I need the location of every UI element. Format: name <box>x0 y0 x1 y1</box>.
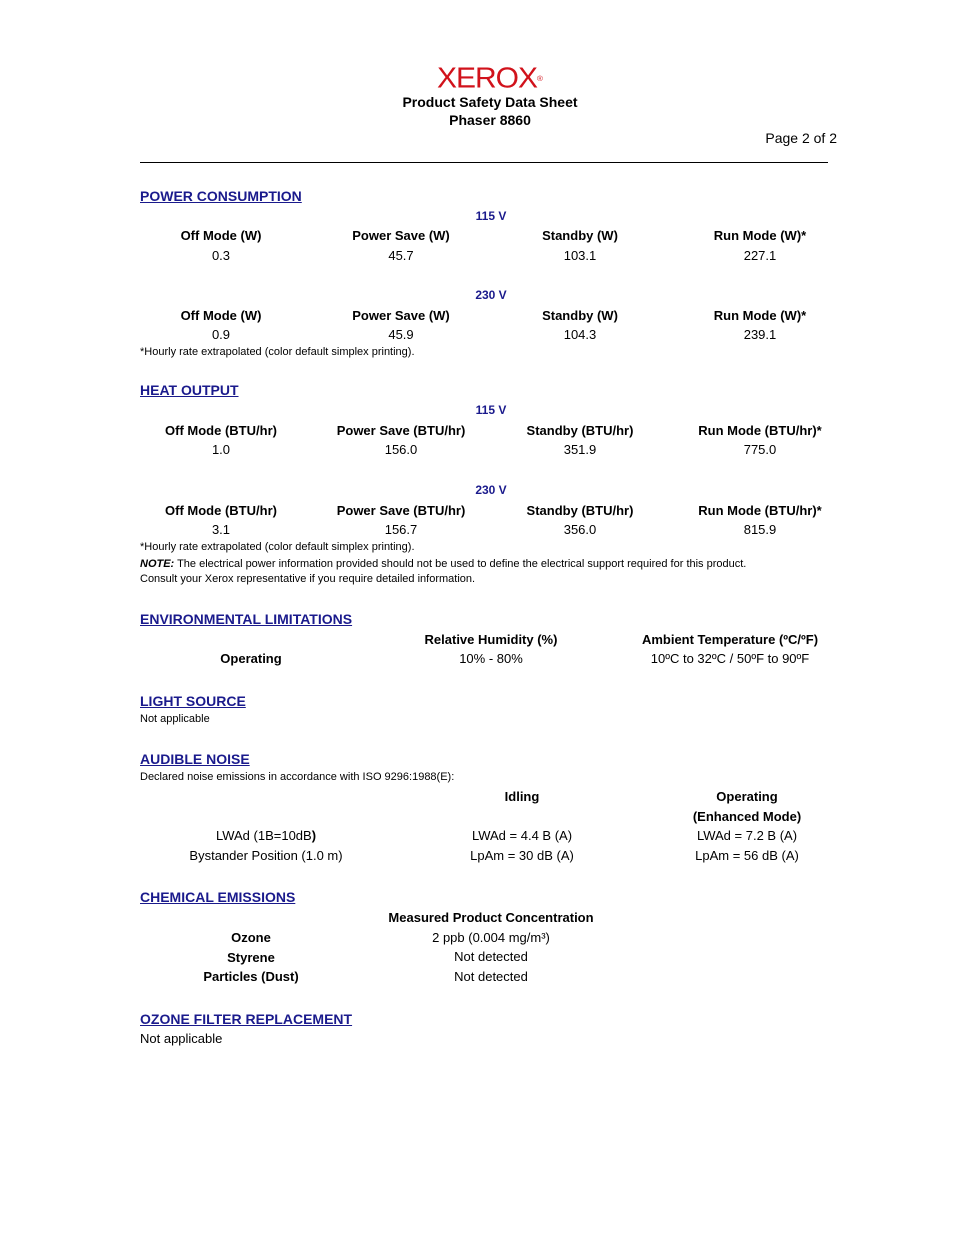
col-header-operating: Operating <box>716 789 778 804</box>
col-header-temperature: Ambient Temperature (ºC/ºF) <box>641 632 819 647</box>
header-rule <box>140 162 828 163</box>
electrical-note <box>140 558 746 570</box>
chem-label: Particles (Dust) <box>203 969 299 984</box>
voltage-label: 230 V <box>475 288 507 302</box>
value-cell: 239.1 <box>743 327 777 342</box>
noise-intro: Declared noise emissions in accordance with ISO 9296:1988(E): <box>140 771 455 783</box>
row-label-lwad-paren: ) <box>311 828 317 843</box>
col-header: Run Mode (BTU/hr)* <box>698 503 822 518</box>
footnote: *Hourly rate extrapolated (color default simplex printing). <box>140 346 415 358</box>
operating-lwad: LWAd = 7.2 B (A) <box>696 828 798 843</box>
light-source-text: Not applicable <box>140 713 210 725</box>
value-cell: 156.7 <box>384 522 418 537</box>
col-header: Run Mode (BTU/hr)* <box>698 423 822 438</box>
col-header: Off Mode (W) <box>180 228 262 243</box>
col-header: Off Mode (BTU/hr) <box>165 503 277 518</box>
row-label-lwad-text: LWAd (1B=10dB <box>215 828 312 843</box>
col-header: Off Mode (W) <box>180 308 262 323</box>
model-name: Phaser 8860 <box>449 112 531 128</box>
col-header-humidity: Relative Humidity (%) <box>424 632 558 647</box>
value-cell: 103.1 <box>563 248 597 263</box>
xerox-logo: XEROX® <box>437 62 543 95</box>
page-number: Page 2 of 2 <box>765 130 837 146</box>
chem-value: Not detected <box>454 949 528 964</box>
document-title: Product Safety Data Sheet <box>402 94 578 110</box>
voltage-label: 115 V <box>475 209 507 223</box>
value-cell: 45.7 <box>388 248 414 263</box>
col-header: Power Save (W) <box>352 228 450 243</box>
value-cell: 1.0 <box>211 442 231 457</box>
section-audible-noise: AUDIBLE NOISE <box>140 751 250 767</box>
idle-lwad: LWAd = 4.4 B (A) <box>471 828 573 843</box>
col-header-concentration: Measured Product Concentration <box>388 910 594 925</box>
idle-lpam: LpAm = 30 dB (A) <box>470 848 574 863</box>
section-environmental-limitations: ENVIRONMENTAL LIMITATIONS <box>140 611 353 627</box>
col-header: Power Save (BTU/hr) <box>336 423 466 438</box>
value-cell: 351.9 <box>563 442 597 457</box>
col-header: Off Mode (BTU/hr) <box>165 423 277 438</box>
col-header-idling: Idling <box>504 789 540 804</box>
col-header: Run Mode (W)* <box>713 228 807 243</box>
note-label: NOTE: <box>140 558 175 570</box>
col-header: Run Mode (W)* <box>713 308 807 323</box>
electrical-note-line2: Consult your Xerox representative if you require detailed information. <box>140 573 476 585</box>
temperature-value: 10ºC to 32ºC / 50ºF to 90ºF <box>650 651 810 666</box>
section-heat-output: HEAT OUTPUT <box>140 382 239 398</box>
value-cell: 104.3 <box>563 327 597 342</box>
chem-label: Styrene <box>227 950 275 965</box>
value-cell: 356.0 <box>563 522 597 537</box>
row-label-lwad <box>166 828 366 843</box>
voltage-label: 230 V <box>475 483 507 497</box>
value-cell: 815.9 <box>743 522 777 537</box>
footnote: *Hourly rate extrapolated (color default simplex printing). <box>140 541 415 553</box>
col-header: Power Save (BTU/hr) <box>336 503 466 518</box>
col-header: Standby (W) <box>542 308 618 323</box>
section-chemical-emissions: CHEMICAL EMISSIONS <box>140 889 296 905</box>
col-header: Standby (BTU/hr) <box>526 423 634 438</box>
section-ozone-filter-replacement: OZONE FILTER REPLACEMENT <box>140 1011 353 1027</box>
humidity-value: 10% - 80% <box>459 651 523 666</box>
value-cell: 3.1 <box>211 522 231 537</box>
operating-lpam: LpAm = 56 dB (A) <box>695 848 799 863</box>
section-power-consumption: POWER CONSUMPTION <box>140 188 302 204</box>
value-cell: 0.9 <box>211 327 231 342</box>
row-label-operating: Operating <box>220 651 282 666</box>
chem-value: 2 ppb (0.004 mg/m³) <box>432 930 550 945</box>
row-label-bystander: Bystander Position (1.0 m) <box>189 848 343 863</box>
col-header-operating-mode: (Enhanced Mode) <box>692 809 802 824</box>
value-cell: 45.9 <box>388 327 414 342</box>
col-header: Standby (BTU/hr) <box>526 503 634 518</box>
ozone-filter-text: Not applicable <box>140 1031 223 1046</box>
chem-label: Ozone <box>231 930 271 945</box>
section-light-source: LIGHT SOURCE <box>140 693 246 709</box>
voltage-label: 115 V <box>475 403 507 417</box>
col-header: Standby (W) <box>542 228 618 243</box>
value-cell: 775.0 <box>743 442 777 457</box>
note-text: The electrical power information provided should not be used to define the electrical support required for this product. <box>174 558 747 570</box>
value-cell: 0.3 <box>211 248 231 263</box>
value-cell: 156.0 <box>384 442 418 457</box>
chem-value: Not detected <box>454 969 528 984</box>
value-cell: 227.1 <box>743 248 777 263</box>
col-header: Power Save (W) <box>352 308 450 323</box>
